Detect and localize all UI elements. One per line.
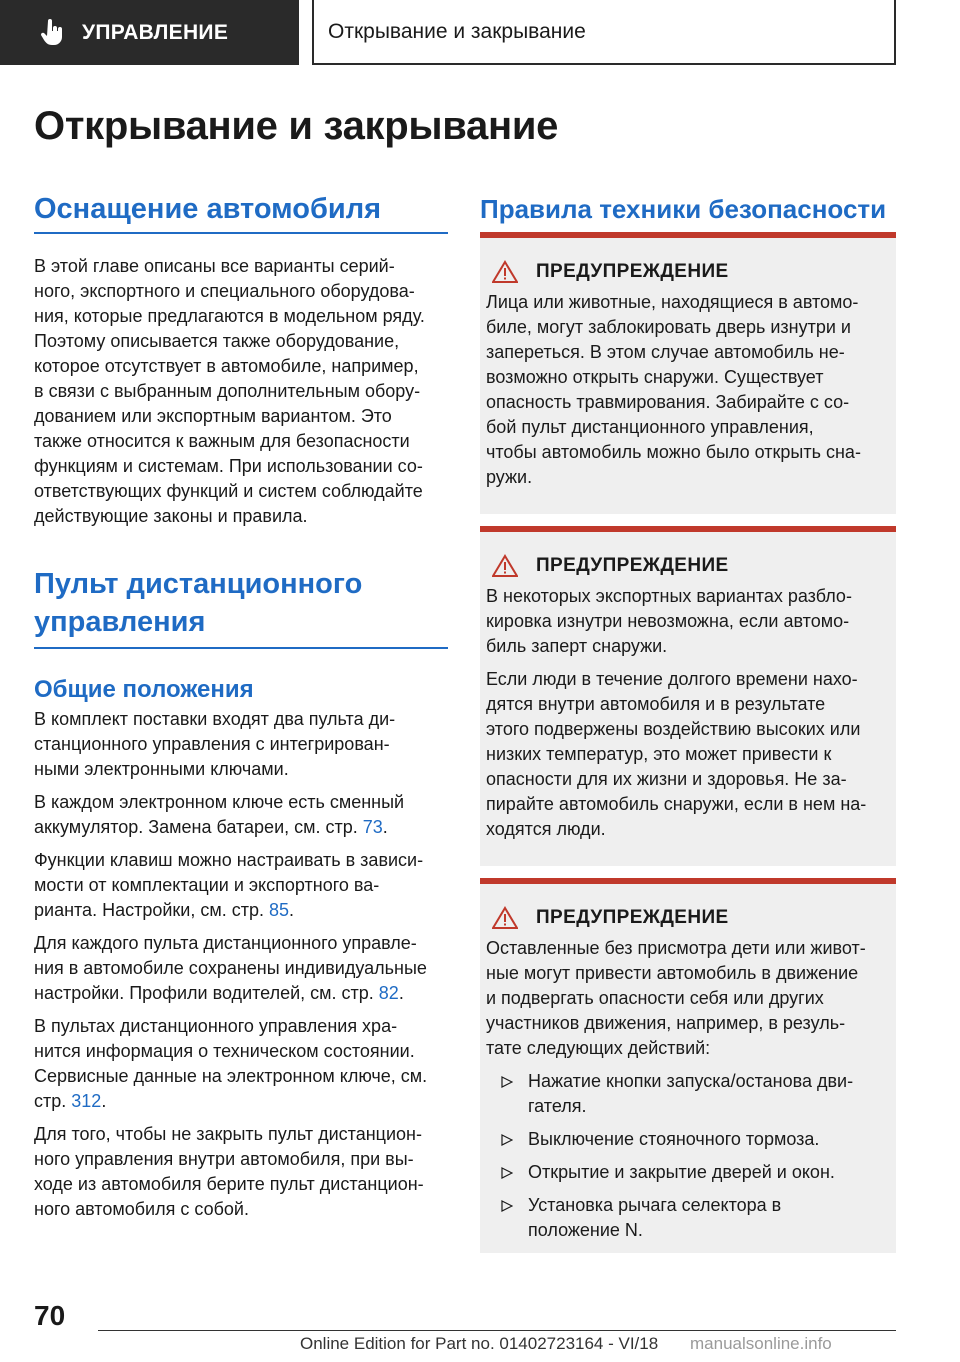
footer-divider [98, 1330, 896, 1331]
triangle-bullet-icon [501, 1200, 513, 1212]
warning-title: ПРЕДУПРЕЖДЕНИЕ [536, 555, 729, 576]
paragraph-5: В пультах дистанционного управления хра- нится информация о техническом состоянии. Сервисные данные на электронном ключе, см. стр. 312. [34, 1016, 428, 1111]
left-column [34, 190, 448, 1222]
warning-text-2a: В некоторых экспортных вариантах разбло- кировка изнутри невозможна, если автомо- биль заперт снаружи. [486, 586, 852, 656]
equipment-paragraph: В этой главе описаны все варианты серий- ного, экспортного и специального оборудова- ния, которые предлагаются в модельном ряду. Поэтому описывается также оборудование, которое отсутствует в автомобиле, например, в связи с выбранным дополнительным обору- дованием или экспортным вариантом. Это также относится к важным для безопасности функциям и системам. При использовании со- ответствующих функций и систем соблюдайте действующие законы и правила. [34, 256, 425, 526]
breadcrumb-label: Открывание и закрывание [328, 19, 586, 43]
list-item: Установка рычага селектора в положение N. [486, 1193, 888, 1243]
page-link-312[interactable]: 312 [71, 1091, 102, 1111]
page-title: Открывание и закрывание [34, 104, 559, 148]
warning-title: ПРЕДУПРЕЖДЕНИЕ [536, 261, 729, 282]
paragraph-3: Функции клавиш можно настраивать в зависи- мости от комплектации и экспортного ва- рианта. Настройки, см. стр. 85. [34, 850, 424, 920]
warning-text-3: Оставленные без присмотра дети или живот- ные могут привести автомобиль в движение и подвергать опасности себя или других участников движения, например, в резуль- тате следующих действий: [486, 938, 866, 1058]
general-heading: Общие положения [34, 676, 254, 703]
breadcrumb [312, 0, 896, 65]
list-item: Открытие и закрытие дверей и окон. [486, 1160, 888, 1185]
triangle-bullet-icon [501, 1167, 513, 1179]
right-column [480, 190, 896, 1253]
list-item: Нажатие кнопки запуска/останова дви- гателя. [486, 1069, 888, 1119]
warning-box-1 [480, 232, 896, 514]
warning-triangle-icon [492, 906, 518, 930]
warning-triangle-icon [492, 554, 518, 578]
footer-edition: Online Edition for Part no. 01402723164 - VI/18 [300, 1334, 659, 1353]
list-item: Выключение стояночного тормоза. [486, 1127, 888, 1152]
page-link-82[interactable]: 82 [378, 983, 399, 1003]
equipment-heading: Оснащение автомобиля [34, 190, 448, 234]
section-tab [0, 0, 299, 65]
paragraph-6: Для того, чтобы не закрыть пульт дистанцион- ного управления внутри автомобиля, при вы- ходе из автомобиля берите пульт дистанцион- ного автомобиля с собой. [34, 1124, 424, 1219]
paragraph-2: В каждом электронном ключе есть сменный аккумулятор. Замена батареи, см. стр. 73. [34, 792, 405, 837]
warning-box-3 [480, 878, 896, 1253]
hand-pointer-icon [40, 19, 66, 47]
page-number: 70 [34, 1300, 66, 1331]
warning-box-2 [480, 526, 896, 866]
warning-triangle-icon [492, 260, 518, 284]
safety-heading: Правила техники безопасности [480, 194, 887, 224]
triangle-bullet-icon [501, 1134, 513, 1146]
section-tab-label: УПРАВЛЕНИЕ [82, 20, 229, 44]
remote-heading: Пульт дистанционного управления [34, 565, 448, 649]
triangle-bullet-icon [501, 1076, 513, 1088]
paragraph-1: В комплект поставки входят два пульта ди- станционного управления с интегрирован- ными электронными ключами. [34, 709, 396, 779]
page-link-85[interactable]: 85 [268, 900, 289, 920]
warning-text-2b: Если люди в течение долгого времени нахо- дятся внутри автомобиля и в результате этого подвержены воздействию высоких или низких температур, это может привести к опасности для их жизни и здоровья. Не за- пирайте автомобиль снаружи, если в нем на- ходятся люди. [486, 669, 867, 839]
footer-watermark: manualsonline.info [690, 1334, 832, 1353]
page-link-73[interactable]: 73 [362, 817, 383, 837]
warning-text-1: Лица или животные, находящиеся в автомо- биле, могут заблокировать дверь изнутри и запереться. В этом случае автомобиль не- возможно открыть снаружи. Существует опасность травмирования. Забирайте с со- бой пульт дистанционного управления, чтобы автомобиль можно было открыть сна- ружи. [486, 292, 861, 487]
paragraph-4: Для каждого пульта дистанционного управле- ния в автомобиле сохранены индивидуальные настройки. Профили водителей, см. стр. 82. [34, 933, 427, 1003]
warning-title: ПРЕДУПРЕЖДЕНИЕ [536, 907, 729, 928]
